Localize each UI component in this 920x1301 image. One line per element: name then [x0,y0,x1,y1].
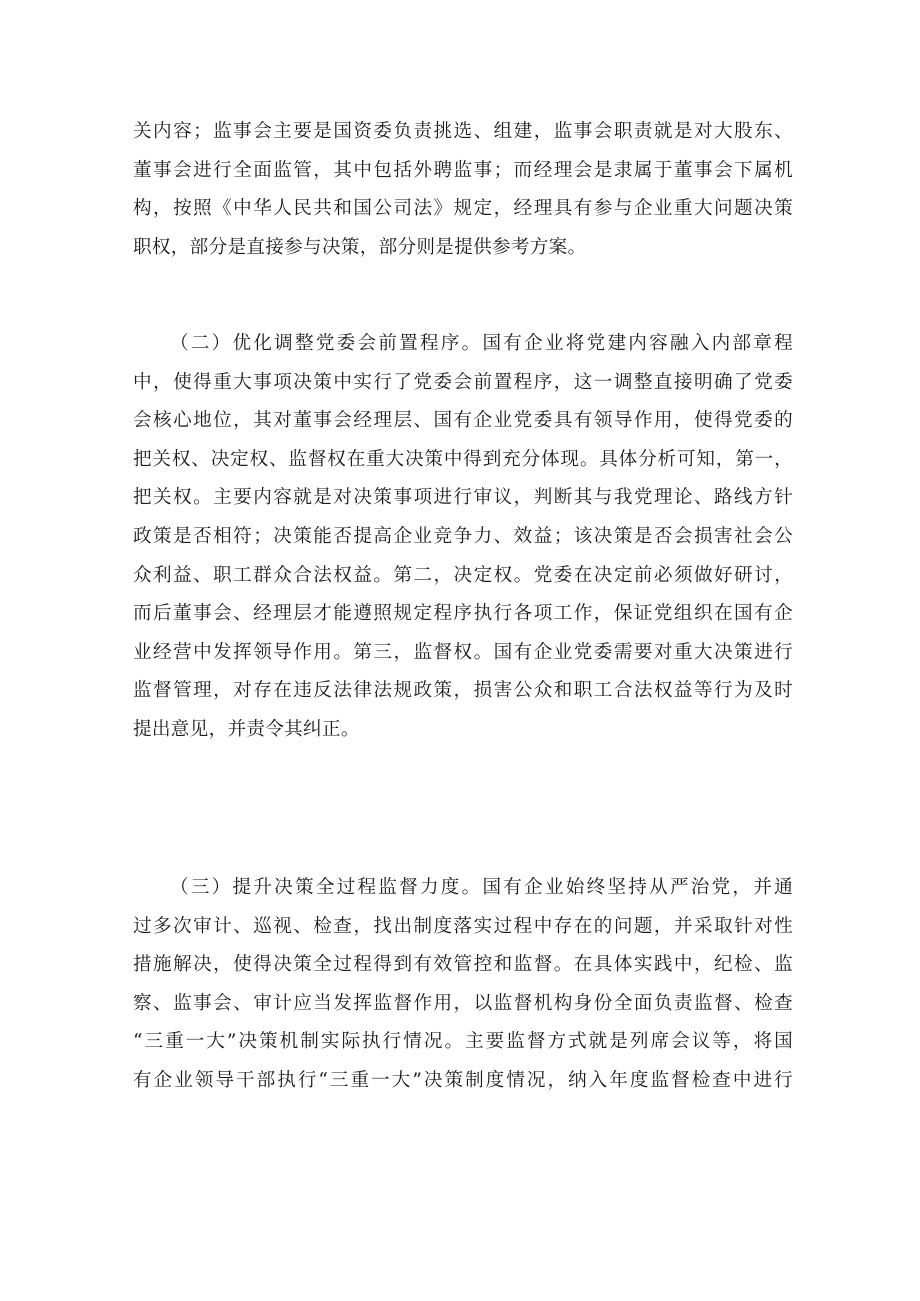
text-line: 会核心地位，其对董事会经理层、国有企业党委具有领导作用，使得党委的 [133,410,793,432]
text-line: 把关权。主要内容就是对决策事项进行审议，判断其与我党理论、路线方针 [133,487,793,509]
text-line: 业经营中发挥领导作用。第三，监督权。国有企业党委需要对重大决策进行 [133,641,793,663]
text-line: 关内容；监事会主要是国资委负责挑选、组建，监事会职责就是对大股东、 [133,121,793,142]
text-line: 董事会进行全面监管，其中包括外聘监事；而经理会是隶属于董事会下属机 [133,159,793,181]
paragraph-supervision [133,869,793,1101]
text-line: 把关权、决定权、监督权在重大决策中得到充分体现。具体分析可知，第一， [133,448,793,470]
text-line: 职权，部分是直接参与决策，部分则是提供参考方案。 [133,236,587,258]
text-line: 监督管理，对存在违反法律法规政策，损害公众和职工合法权益等行为及时 [133,680,793,702]
text-line: （三）提升决策全过程监督力度。国有企业始终坚持从严治党，并通 [170,877,793,898]
text-line: 众利益、职工群众合法权益。第二，决定权。党委在决定前必须做好研讨， [133,564,793,586]
text-line: 而后董事会、经理层才能遵照规定程序执行各项工作，保证党组织在国有企 [133,603,793,625]
text-line: （二）优化调整党委会前置程序。国有企业将党建内容融入内部章程 [170,333,793,354]
text-line: 有企业领导干部执行“三重一大”决策制度情况，纳入年度监督检查中进行 [133,1069,793,1091]
paragraph-party-committee-procedure [133,325,793,750]
text-line: 中，使得重大事项决策中实行了党委会前置程序，这一调整直接明确了党委 [133,371,793,393]
paragraph-governance-structure [133,113,793,267]
text-line: 过多次审计、巡视、检查，找出制度落实过程中存在的问题，并采取针对性 [133,915,793,937]
text-line: “三重一大”决策机制实际执行情况。主要监督方式就是列席会议等，将国 [133,1031,793,1053]
text-line: 措施解决，使得决策全过程得到有效管控和监督。在具体实践中，纪检、监 [133,954,793,976]
text-line: 察、监事会、审计应当发挥监督作用，以监督机构身份全面负责监督、检查 [133,992,793,1014]
text-line: 构，按照《中华人民共和国公司法》规定，经理具有参与企业重大问题决策 [133,198,793,220]
text-line: 提出意见，并责令其纠正。 [133,718,360,740]
text-line: 政策是否相符；决策能否提高企业竞争力、效益；该决策是否会损害社会公 [133,525,793,547]
